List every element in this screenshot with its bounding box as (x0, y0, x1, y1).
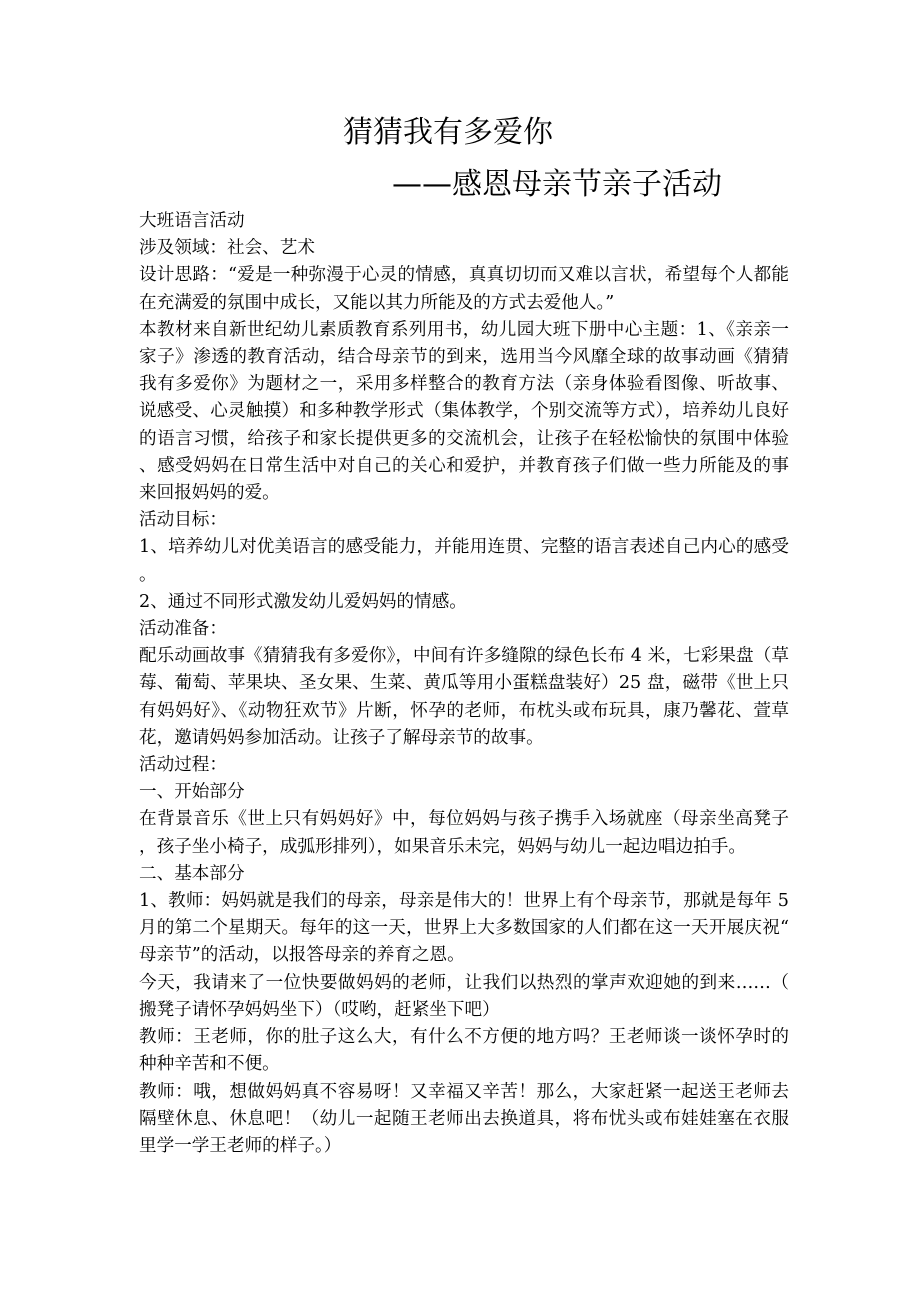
goal-item: 1、培养幼儿对优美语言的感受能力，并能用连贯、完整的语言表述自己内心的感受。 (139, 537, 789, 585)
basic-step-paragraph: 教师：王老师，你的肚子这么大，有什么不方便的地方吗？王老师谈一谈怀孕时的种种辛苦和不便。 (139, 1027, 789, 1075)
start-details: 在背景音乐《世上只有妈妈好》中，每位妈妈与孩子携手入场就座（母亲坐高凳子，孩子坐小椅子，成弧形排列），如果音乐未完，妈妈与幼儿一起边唱边拍手。 (139, 809, 789, 857)
subject-areas: 涉及领域：社会、艺术 (139, 238, 315, 259)
design-idea: 设计思路：“爱是一种弥漫于心灵的情感，真真切切而又难以言状，希望每个人都能在充满爱的氛围中成长，又能以其力所能及的方式去爱他人。” (139, 265, 789, 313)
basic-step-paragraph: 1、教师：妈妈就是我们的母亲，母亲是伟大的！世界上有个母亲节，那就是每年 5 月的第二个星期天。每年的这一天，世界上大多数国家的人们都在这一天开展庆祝“母亲节”的活动，以报答母亲的养育之恩。 (139, 891, 789, 966)
subsection-heading-basic: 二、基本部分 (139, 863, 245, 884)
goal-item: 2、通过不同形式激发幼儿爱妈妈的情感。 (139, 591, 467, 612)
basic-step-paragraph: 今天，我请来了一位快要做妈妈的老师，让我们以热烈的掌声欢迎她的到来……（搬凳子请怀孕妈妈坐下）（哎哟，赶紧坐下吧） (139, 972, 789, 1020)
lesson-type: 大班语言活动 (139, 211, 245, 231)
material-source: 本教材来自新世纪幼儿素质教育系列用书，幼儿园大班下册中心主题：1、《亲亲一家子》渗透的教育活动，结合母亲节的到来，选用当今风靡全球的故事动画《猜猜我有多爱你》为题材之一，采用多样整合的教育方法（亲身体验看图像、听故事、说感受、心灵触摸）和多种教学形式（集体教学，个别交流等方式），培养幼儿良好的语言习惯，给孩子和家长提供更多的交流机会，让孩子在轻松愉快的氛围中体验、感受妈妈在日常生活中对自己的关心和爱护，并教育孩子们做一些力所能及的事来回报妈妈的爱。 (139, 319, 789, 504)
document-body (139, 208, 789, 1160)
document-title: 猜猜我有多爱你 (343, 115, 553, 150)
section-heading-process: 活动过程： (139, 755, 227, 776)
subsection-heading-start: 一、开始部分 (139, 782, 245, 803)
section-heading-goals: 活动目标： (139, 510, 227, 531)
basic-step-paragraph: 教师：哦，想做妈妈真不容易呀！又幸福又辛苦！那么，大家赶紧一起送王老师去隔壁休息、休息吧！（幼儿一起随王老师出去换道具，将布忧头或布娃娃塞在衣服里学一学王老师的样子。） (139, 1081, 789, 1156)
preparation-details: 配乐动画故事《猜猜我有多爱你》，中间有许多缝隙的绿色长布 4 米，七彩果盘（草莓、葡萄、苹果块、圣女果、生菜、黄瓜等用小蛋糕盘装好）25 盘，磁带《世上只有妈妈好》、《动物狂欢节》片断，怀孕的老师，布枕头或布玩具，康乃馨花、萱草花，邀请妈妈参加活动。让孩子了解母亲节的故事。 (139, 646, 789, 748)
section-heading-preparation: 活动准备： (139, 619, 227, 640)
document-subtitle: ——感恩母亲节亲子活动 (392, 167, 722, 202)
